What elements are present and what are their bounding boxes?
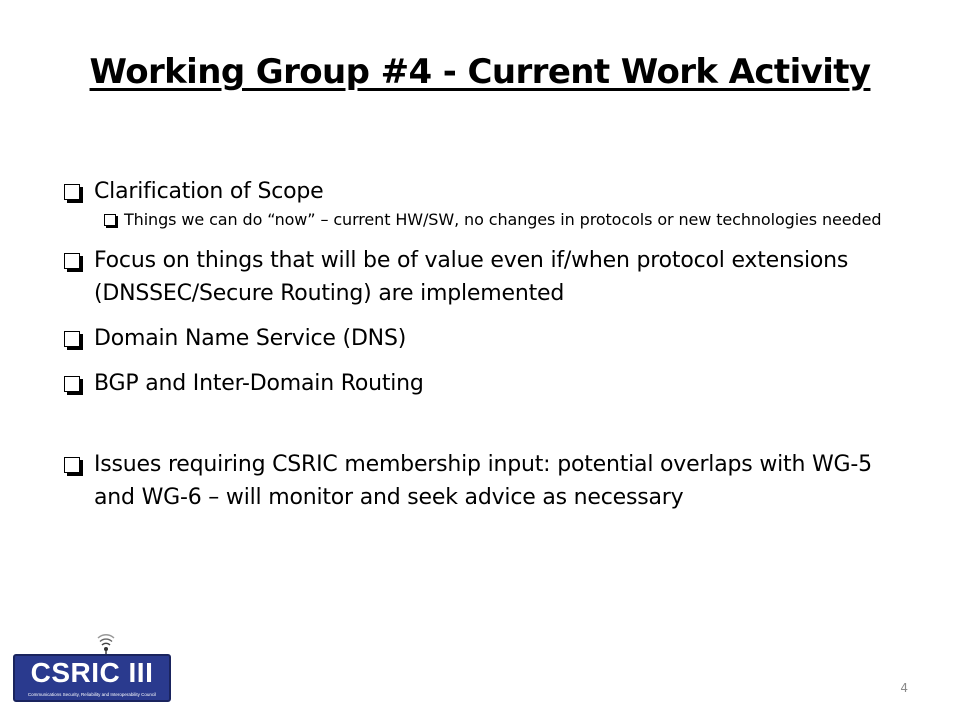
bullet-item <box>62 367 902 400</box>
checkbox-bullet-icon <box>64 253 80 269</box>
signal-waves-icon <box>97 632 115 654</box>
bullet-item <box>62 322 902 355</box>
bullet-item <box>62 448 902 514</box>
sub-bullet-item <box>104 208 902 232</box>
logo-tagline: Communications Security, Reliability and Interoperability Council <box>27 692 157 697</box>
slide-title: Working Group #4 - Current Work Activity <box>89 52 871 92</box>
bullet-text: BGP and Inter-Domain Routing <box>94 371 424 396</box>
bullet-text: Focus on things that will be of value even if/when protocol extensions (DNSSEC/Secure Routing) are implemented <box>94 248 849 306</box>
sub-bullet-text: Things we can do “now” – current HW/SW, no changes in protocols or new technologies needed <box>124 210 882 229</box>
bullet-list <box>62 175 902 514</box>
csric-logo <box>13 632 171 702</box>
bullet-text: Clarification of Scope <box>94 179 324 204</box>
logo-badge <box>13 654 171 702</box>
logo-text: CSRIC III <box>30 657 154 688</box>
checkbox-bullet-icon <box>104 214 116 226</box>
bullet-item <box>62 175 902 208</box>
checkbox-bullet-icon <box>64 331 80 347</box>
bullet-text: Domain Name Service (DNS) <box>94 326 407 351</box>
checkbox-bullet-icon <box>64 184 80 200</box>
checkbox-bullet-icon <box>64 457 80 473</box>
bullet-item <box>62 244 902 310</box>
bullet-text: Issues requiring CSRIC membership input: potential overlaps with WG-5 and WG-6 – will monitor and seek advice as necessary <box>94 452 872 510</box>
page-number: 4 <box>900 681 908 695</box>
checkbox-bullet-icon <box>64 376 80 392</box>
